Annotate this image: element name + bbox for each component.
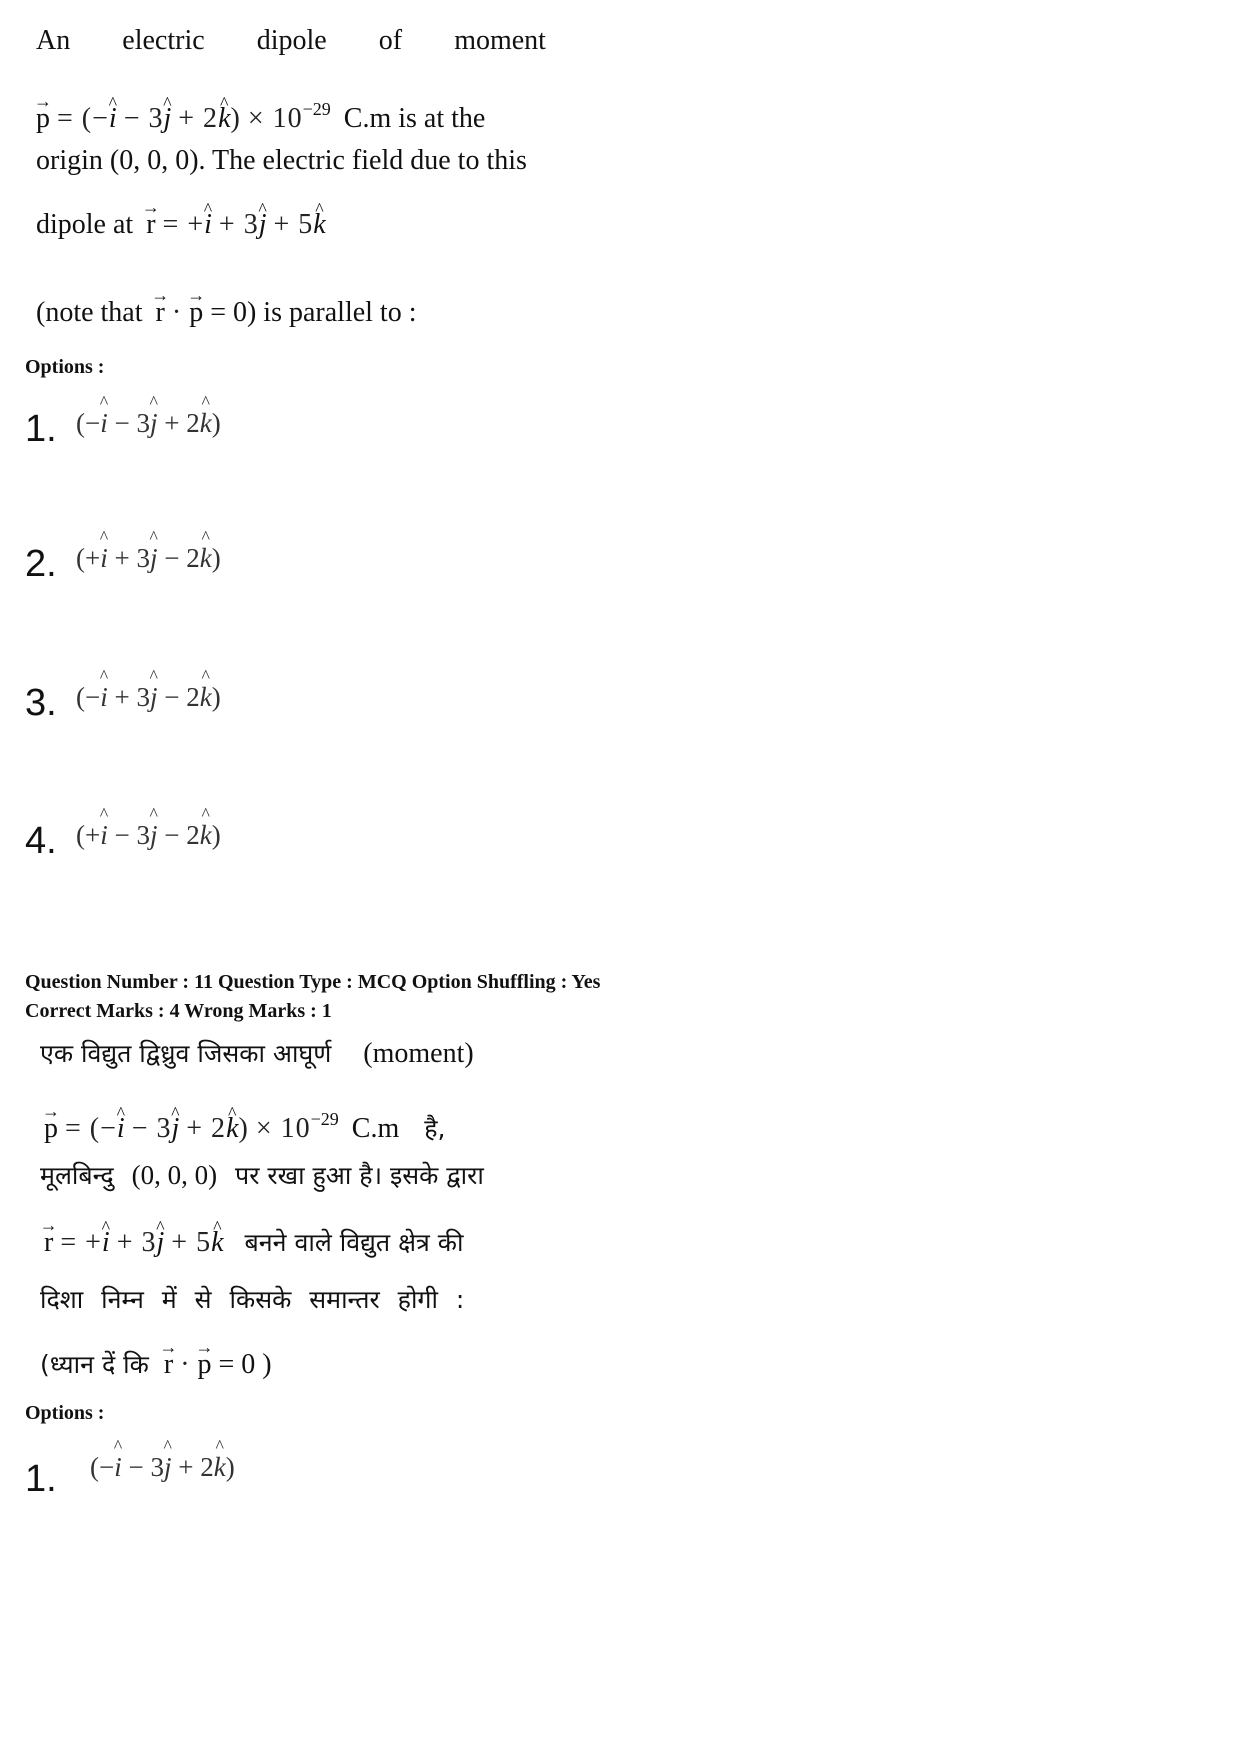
k-hat: ^ k — [226, 1112, 238, 1146]
j-hat: ^ j — [150, 408, 158, 439]
option-number: 1. — [25, 408, 57, 450]
i-hat: ^ i — [204, 208, 212, 242]
i-hat: ^ i — [100, 682, 108, 713]
q10-word: electric — [122, 25, 205, 56]
r-vector: → r — [146, 208, 155, 242]
q10-line2-dipole-moment: → p = (−^ i − 3^ j + 2^ $k) \times 10^{-29}$ C.m is at the — [36, 92, 485, 136]
option-expression: (+^ i − 3^ j − 2^ k) — [76, 820, 221, 851]
q10-line5: (note that → r · → p = 0) is parallel to : — [36, 296, 416, 330]
j-hat: ^ j — [171, 1112, 179, 1146]
q11-line5: दिशा निम्न में से किसके समान्तर होगी : — [40, 1285, 465, 1314]
r-vector: → r — [164, 1348, 173, 1382]
q11-moment-en: (moment) — [363, 1038, 474, 1069]
option-expression: (+^ i + 3^ j − 2^ k) — [76, 543, 221, 574]
p-vector: → p — [198, 1348, 212, 1382]
q10-note-post: = 0) is parallel to : — [210, 297, 417, 328]
j-hat: ^ j — [150, 543, 158, 574]
j-hat: ^ j — [150, 682, 158, 713]
p-vector: → p — [189, 296, 203, 330]
i-hat: ^ i — [100, 820, 108, 851]
option-number: 3. — [25, 682, 57, 724]
option-number: 4. — [25, 820, 57, 862]
option-number: 2. — [25, 543, 57, 585]
j-hat: ^ j — [259, 208, 267, 242]
k-hat: ^ k — [313, 208, 325, 242]
j-hat: ^ j — [150, 820, 158, 851]
i-hat: ^ i — [109, 102, 117, 136]
k-hat: ^ k — [200, 408, 212, 439]
option-expression: (−^ i + 3^ j − 2^ k) — [76, 682, 221, 713]
i-hat: ^ i — [117, 1112, 125, 1146]
q11-line4: → r = +^ i + 3^ j + 5^ k बनने वाले विद्युत क्षेत्र की — [44, 1226, 463, 1260]
k-hat: ^ k — [200, 820, 212, 851]
r-vector: → r — [44, 1226, 53, 1260]
q11-line3: मूलबिन्दु (0, 0, 0) पर रखा हुआ है। इसके द्वारा — [40, 1160, 484, 1190]
q11-hindi-text: एक विद्युत द्विध्रुव जिसका आघूर्ण — [40, 1039, 332, 1068]
k-hat: ^ k — [218, 102, 230, 136]
q10-word: dipole — [256, 25, 327, 56]
option-expression: (−^ i − 3^ j + 2^ k) — [90, 1452, 235, 1483]
p-unit: C.m is at the — [343, 103, 486, 134]
q11-line2-dipole-moment: → p = (−^ i − 3^ j + 2^ $k) \times 10^{-29}$ C.m है, — [44, 1102, 445, 1146]
q10-word: of — [378, 25, 403, 56]
k-hat: ^ k — [211, 1226, 223, 1260]
q10-word: moment — [454, 25, 546, 56]
i-hat: ^ i — [114, 1452, 122, 1483]
r-vector: → r — [156, 296, 165, 330]
j-hat: ^ j — [164, 1452, 172, 1483]
k-hat: ^ k — [200, 682, 212, 713]
question-meta-line1: Question Number : 11 Question Type : MCQ Option Shuffling : Yes — [25, 971, 601, 993]
q10-line1 — [36, 24, 546, 58]
j-hat: ^ j — [163, 102, 171, 136]
q10-note-pre: (note that — [36, 297, 143, 328]
p-expr-pre: = (− — [57, 103, 109, 134]
i-hat: ^ i — [100, 408, 108, 439]
j-hat: ^ j — [157, 1226, 165, 1260]
k-hat: ^ k — [200, 543, 212, 574]
p-vector: → p — [44, 1112, 58, 1146]
i-hat: ^ i — [100, 543, 108, 574]
option-expression: (−^ i − 3^ j + 2^ k) — [76, 408, 221, 439]
p-exponent: −29 — [310, 1109, 339, 1129]
i-hat: ^ i — [102, 1226, 110, 1260]
q11-line1 — [40, 1036, 474, 1070]
options-label-q11: Options : — [25, 1402, 105, 1424]
p-expr-post: × 10 — [247, 103, 303, 134]
k-hat: ^ k — [214, 1452, 226, 1483]
question-meta-line2: Correct Marks : 4 Wrong Marks : 1 — [25, 1000, 332, 1022]
q10-line4: dipole at → r = +^ i + 3^ j + 5^ k — [36, 208, 326, 242]
p-exponent: −29 — [302, 99, 331, 119]
q10-line3: origin (0, 0, 0). The electric field due to this — [36, 145, 527, 176]
q10-word: An — [36, 25, 71, 56]
q10-line4-text: dipole at — [36, 209, 134, 240]
p-expr-post: × 10 — [255, 1113, 311, 1144]
option-number: 1. — [25, 1458, 57, 1500]
q11-line6: (ध्यान दें कि → r · → p = 0 ) — [40, 1348, 272, 1382]
p-vector: → p — [36, 102, 50, 136]
options-label: Options : — [25, 356, 105, 378]
q11-hai: है, — [424, 1114, 446, 1143]
